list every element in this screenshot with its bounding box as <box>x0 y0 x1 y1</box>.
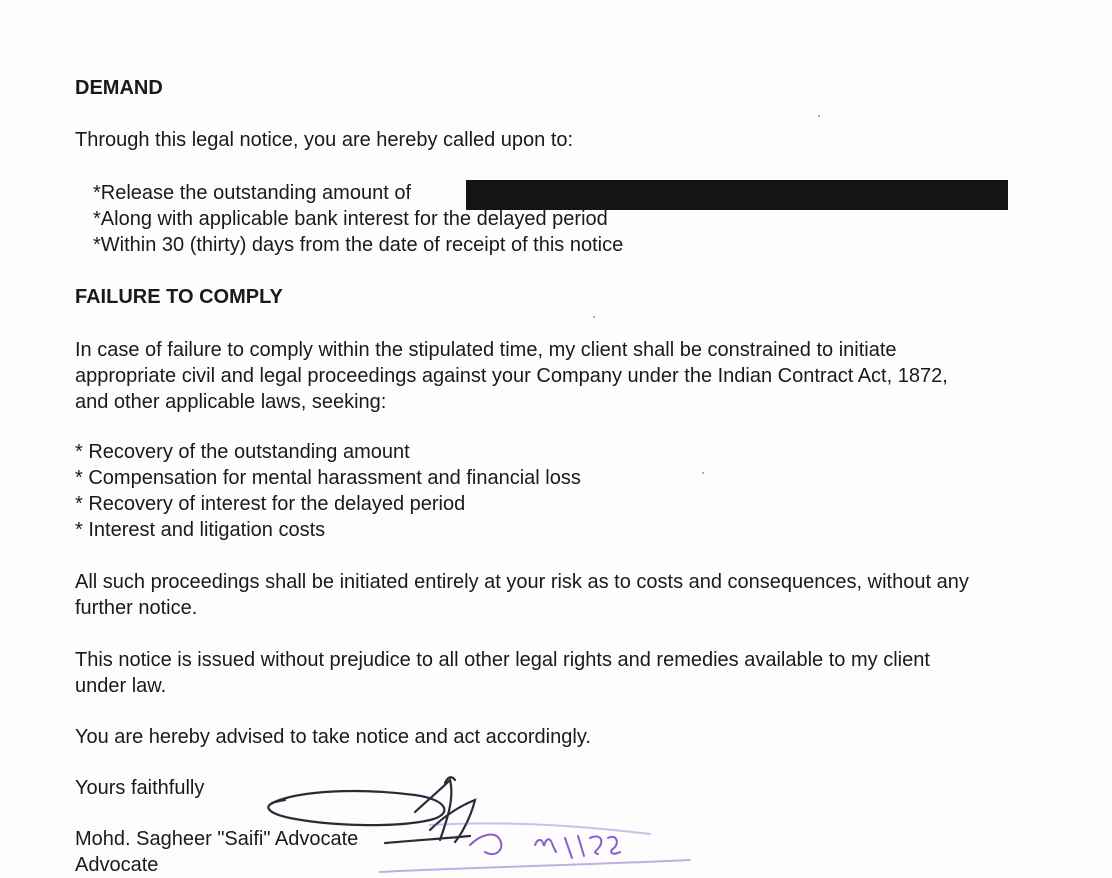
failure-para-line-1: In case of failure to comply within the stipulated time, my client shall be constrained to initiate <box>75 339 897 361</box>
risk-line-1: All such proceedings shall be initiated entirely at your risk as to costs and consequences, without any <box>75 571 969 593</box>
prejudice-line-1: This notice is issued without prejudice to all other legal rights and remedies available to my client <box>75 649 930 671</box>
failure-item-1: * Recovery of the outstanding amount <box>75 441 410 463</box>
scan-speck <box>593 316 595 318</box>
stamp-mark <box>380 823 690 872</box>
failure-item-3: * Recovery of interest for the delayed period <box>75 493 466 515</box>
failure-para-line-3: and other applicable laws, seeking: <box>75 391 387 413</box>
closing-line: Yours faithfully <box>75 777 205 799</box>
demand-item-1: *Release the outstanding amount of <box>93 182 411 204</box>
handwritten-signature <box>268 777 475 843</box>
advice-line: You are hereby advised to take notice and act accordingly. <box>75 726 591 748</box>
demand-item-2: *Along with applicable bank interest for the delayed period <box>93 208 608 230</box>
failure-item-4: * Interest and litigation costs <box>75 519 326 541</box>
demand-item-3: *Within 30 (thirty) days from the date of receipt of this notice <box>93 234 624 256</box>
signatory-name: Mohd. Sagheer "Saifi" Advocate <box>75 828 359 850</box>
demand-intro: Through this legal notice, you are hereby called upon to: <box>75 129 574 151</box>
signatory-title: Advocate <box>75 854 159 876</box>
failure-para-line-2: appropriate civil and legal proceedings against your Company under the Indian Contract Act, 1872, <box>75 365 948 387</box>
failure-heading: FAILURE TO COMPLY <box>75 286 283 308</box>
prejudice-line-2: under law. <box>75 675 167 697</box>
risk-line-2: further notice. <box>75 597 198 619</box>
scan-speck <box>818 115 820 117</box>
failure-item-2: * Compensation for mental harassment and financial loss <box>75 467 581 489</box>
demand-heading: DEMAND <box>75 77 163 99</box>
scan-speck <box>702 472 704 474</box>
